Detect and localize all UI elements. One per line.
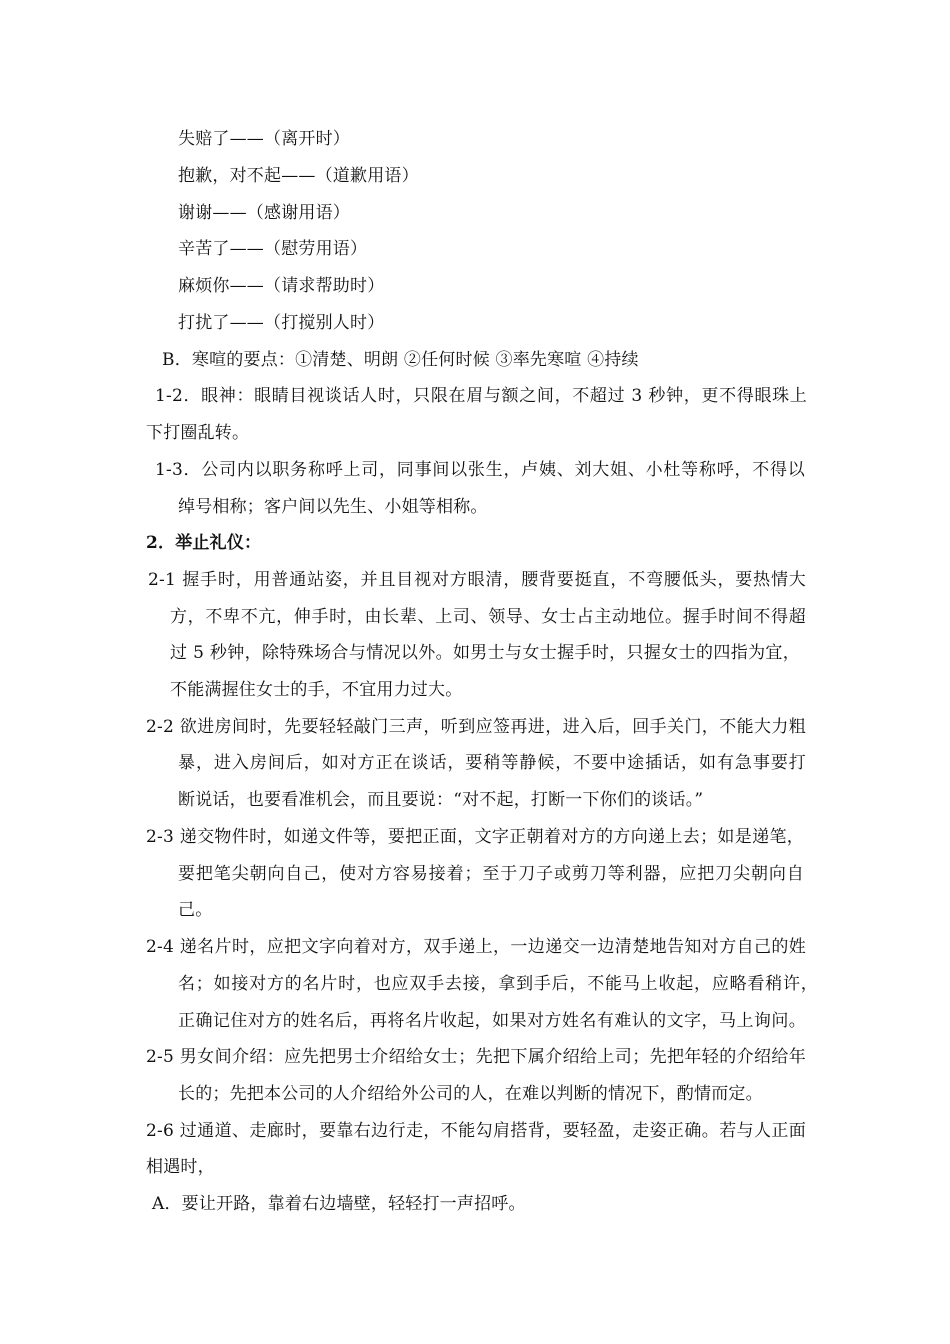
greeting-appreciation: 辛苦了——（慰劳用语） — [178, 239, 368, 259]
section-2-4-line-2: 名；如接对方的名片时，也应双手去接，拿到手后，不能马上收起，应略看稍许， — [178, 974, 818, 994]
section-1-2-line-2: 下打圈乱转。 — [146, 423, 250, 443]
section-2-1-line-2: 方，不卑不亢，伸手时，由长辈、上司、领导、女士占主动地位。握手时间不得超 — [170, 607, 806, 627]
section-2-4-line-3: 正确记住对方的姓名后，再将名片收起，如果对方姓名有难认的文字，马上询问。 — [178, 1011, 806, 1031]
section-2-5-line-2: 长的；先把本公司的人介绍给外公司的人，在难以判断的情况下，酌情而定。 — [178, 1084, 763, 1104]
section-2-2-line-1: 2-2 欲进房间时，先要轻轻敲门三声，听到应签再进，进入后，回手关门，不能大力粗 — [146, 717, 806, 737]
section-1-3-line-2: 绰号相称；客户间以先生、小姐等相称。 — [178, 497, 488, 517]
section-2-1-line-3: 过 5 秒钟，除特殊场合与情况以外。如男士与女士握手时，只握女士的四指为宜， — [170, 643, 800, 663]
section-2-6-line-1: 2-6 过通道、走廊时，要靠右边行走，不能勾肩搭背，要轻盈，走姿正确。若与人正面 — [146, 1121, 806, 1141]
section-2-3-line-3: 己。 — [178, 900, 213, 920]
greeting-thanks: 谢谢——（感谢用语） — [178, 203, 350, 223]
section-2-heading: 2．举止礼仪： — [146, 533, 262, 553]
section-2-3-line-1: 2-3 递交物件时，如递文件等，要把正面，文字正朝着对方的方向递上去；如是递笔， — [146, 827, 804, 847]
section-2-2-line-3: 断说话，也要看准机会，而且要说：“对不起，打断一下你们的谈话。” — [178, 790, 704, 810]
greeting-apology: 抱歉，对不起——（道歉用语） — [178, 166, 419, 186]
greeting-key-points: B．寒喧的要点：①清楚、明朗 ②任何时候 ③率先寒喧 ④持续 — [162, 350, 639, 370]
section-1-2-line-1: 1-2．眼神：眼睛目视谈话人时，只限在眉与额之间，不超过 3 秒钟，更不得眼珠上 — [155, 386, 807, 406]
section-2-5-line-1: 2-5 男女间介绍：应先把男士介绍给女士；先把下属介绍给上司；先把年轻的介绍给年 — [146, 1047, 806, 1067]
greeting-disturb: 打扰了——（打搅别人时） — [178, 313, 385, 333]
section-2-3-line-2: 要把笔尖朝向自己，使对方容易接着；至于刀子或剪刀等利器，应把刀尖朝向自 — [178, 864, 804, 884]
greeting-leaving: 失赔了——（离开时） — [178, 129, 350, 149]
section-2-6-line-2: 相遇时， — [146, 1157, 215, 1177]
section-2-1-line-4: 不能满握住女士的手，不宜用力过大。 — [170, 680, 463, 700]
section-2-2-line-2: 暴，进入房间后，如对方正在谈话，要稍等静候，不要中途插话，如有急事要打 — [178, 753, 806, 773]
section-1-3-line-1: 1-3．公司内以职务称呼上司，同事间以张生，卢姨、刘大姐、小杜等称呼，不得以 — [155, 460, 805, 480]
greeting-request-help: 麻烦你——（请求帮助时） — [178, 276, 385, 296]
section-2-6-item-a: A．要让开路，靠着右边墙壁，轻轻打一声招呼。 — [152, 1194, 526, 1214]
section-2-4-line-1: 2-4 递名片时，应把文字向着对方，双手递上，一边递交一边清楚地告知对方自己的姓 — [146, 937, 806, 957]
section-2-1-line-1: 2-1 握手时，用普通站姿，并且目视对方眼清，腰背要挺直，不弯腰低头，要热情大 — [148, 570, 806, 590]
